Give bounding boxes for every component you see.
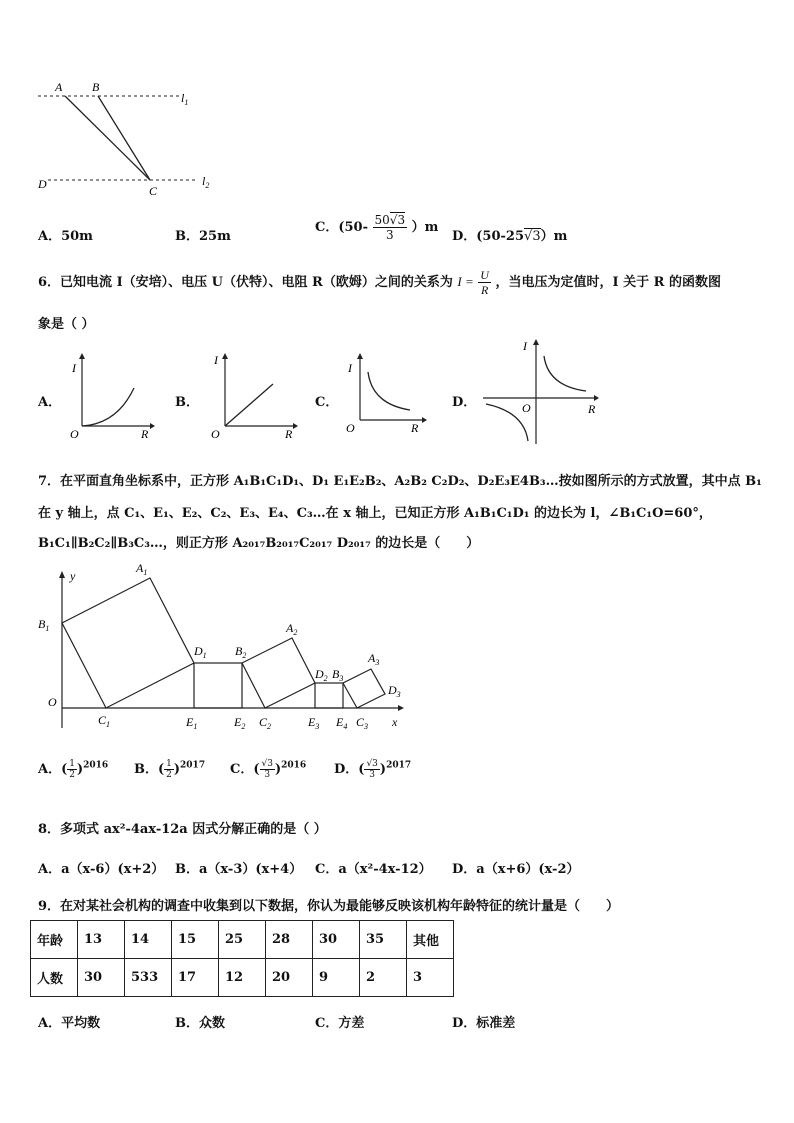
svg-text:O: O [346,421,355,435]
q5-c-rad: 3 [397,213,406,227]
q7-figure [30,560,420,740]
q8-option-a[interactable]: A．a（x-6）(x+2） [38,862,165,877]
q6-graph-d[interactable] [478,336,603,448]
q6-formula-lhs: I = [457,274,474,289]
q9-stem: 9．在对某社会机构的调查中收集到以下数据，你认为最能够反映该机构年龄特征的统计量是（ ） [38,899,620,914]
segment-bc [98,96,150,180]
q7-line3: B₁C₁∥B₂C₂∥B₃C₃…，则正方形 A₂₀₁₇B₂₀₁₇C₂₀₁₇ D₂₀₁₇ 的边长是（ ） [38,536,480,551]
q5-c-prefix: C．(50- [315,220,368,235]
q7-line2: 在 y 轴上，点 C₁、E₁、E₂、C₂、E₃、E₄、C₃…在 x 轴上，已知正方形 A₁B₁C₁D₁ 的边长为 l，∠B₁C₁O=60°， [38,506,712,521]
table-cell: 年龄 [31,921,78,959]
square-2 [242,638,315,708]
table-cell: 533 [125,959,172,997]
table-cell: 17 [172,959,219,997]
svg-text:O: O [211,427,220,441]
label-d: D [38,177,47,191]
table-row [31,959,454,997]
svg-text:A1: $A_1$ [136,561,148,577]
label-c: C [149,184,158,198]
svg-text:O: O [522,401,531,415]
q6-graph-a[interactable] [62,350,157,442]
table-cell: 人数 [31,959,78,997]
table-cell: 2 [360,959,407,997]
q6-formula-fraction [478,268,491,297]
q8-option-d[interactable]: D．a（x+6）(x-2） [452,862,580,877]
svg-text:B1: $B_1$ [38,617,50,633]
table-cell: 30 [313,921,360,959]
q7-option-b[interactable]: B．( $\frac{1}{2}$ )$^{2017}$ [134,759,206,780]
svg-text:D3: $D_3$ [388,683,401,699]
table-cell: 12 [219,959,266,997]
svg-text:R: R [141,427,149,441]
svg-text:I: I [214,353,218,367]
q6-formula-num: U [480,268,489,282]
svg-text:R: R [285,427,293,441]
q5-c-num: 50 [374,213,390,227]
q9-option-d[interactable]: D．标准差 [452,1016,516,1031]
svg-text:I: I [523,339,527,353]
q6-line2: 象是（ ） [38,317,95,332]
q5-option-a[interactable]: A．50m [38,229,93,244]
table-cell: 30 [78,959,125,997]
table-cell: 15 [172,921,219,959]
table-cell: 其他 [407,921,454,959]
square-3 [343,669,385,708]
q6-option-d[interactable]: D． [452,395,477,410]
q7-option-d[interactable]: D．( $\frac{√3}{3}$ )$^{2017}$ [334,759,412,780]
table-cell: 14 [125,921,172,959]
q6-option-b[interactable]: B． [175,395,199,410]
table-cell: 20 [266,959,313,997]
label-l1: $l_1$ [181,91,189,107]
q5-option-d[interactable]: D．(50-25√3）m [452,229,568,244]
q8-option-c[interactable]: C．a（x²-4x-12） [315,862,432,877]
q6-graph-c[interactable] [340,350,430,438]
label-b: B [92,80,100,94]
svg-text:I: I [72,361,76,375]
q7-option-a[interactable]: A．( $\frac{1}{2}$ )$^{2016}$ [38,759,109,780]
svg-text:C3: $C_3$ [356,715,369,731]
q6-graph-b[interactable] [205,350,300,442]
label-a: A [55,80,63,94]
svg-text:O: O [48,695,57,709]
q5-d-suffix: ）m [540,229,568,244]
q9-option-b[interactable]: B．众数 [175,1016,225,1031]
svg-text:B2: $B_2$ [235,644,247,660]
q5-figure [30,75,230,200]
svg-text:x: x [392,715,398,729]
svg-text:B3: $B_3$ [332,667,344,683]
svg-text:D2: $D_2$ [315,667,328,683]
table-cell: 9 [313,959,360,997]
q6-line1-post: ，当电压为定值时，I 关于 R 的函数图 [495,275,721,290]
svg-text:C2: $C_2$ [259,715,272,731]
svg-text:y: y [70,569,76,583]
q6-option-a[interactable]: A． [38,395,62,410]
q6-line1 [38,268,721,297]
svg-text:E4: $E_4$ [336,715,348,731]
svg-text:C1: $C_1$ [98,713,111,729]
svg-text:A2: $A_2$ [286,621,298,637]
q9-option-c[interactable]: C．方差 [315,1016,365,1031]
svg-text:R: R [588,402,596,416]
q9-table [30,920,454,997]
svg-text:E3: $E_3$ [308,715,320,731]
q8-stem: 8．多项式 ax²-4ax-12a 因式分解正确的是（ ） [38,822,327,837]
square-e3e4 [315,683,343,708]
svg-text:E1: $E_1$ [186,715,198,731]
svg-text:A3: $A_3$ [368,651,380,667]
q6-line1-pre: 6．已知电流 I（安培）、电压 U（伏特）、电阻 R（欧姆）之间的关系为 [38,275,453,290]
q6-formula-den: R [480,283,489,297]
q5-d-rad: 3 [532,229,541,244]
table-cell: 35 [360,921,407,959]
q5-c-fraction: $\frac{50√3}{3}$ [374,213,406,242]
table-cell: 3 [407,959,454,997]
q5-d-prefix: D．(50-25 [452,229,525,244]
q7-option-c[interactable]: C．( $\frac{√3}{3}$ )$^{2016}$ [230,759,307,780]
table-cell: 25 [219,921,266,959]
q5-c-den: 3 [385,228,394,242]
q9-option-a[interactable]: A．平均数 [38,1016,101,1031]
q8-option-b[interactable]: B．a（x-3）(x+4） [175,862,303,877]
table-cell: 13 [78,921,125,959]
q5-option-c[interactable] [315,213,438,242]
svg-text:E2: $E_2$ [234,715,246,731]
square-1 [62,578,194,708]
segment-ac [65,96,150,180]
label-l2: $l_2$ [202,174,210,190]
table-row [31,921,454,959]
svg-text:O: O [70,427,79,441]
q7-line1: 7．在平面直角坐标系中，正方形 A₁B₁C₁D₁、D₁ E₁E₂B₂、A₂B₂ C₂D₂、D₂E₃E4B₃…按如图所示的方式放置，其中点 B₁ [38,474,762,489]
square-e1e2 [194,663,242,708]
q6-option-c[interactable]: C． [315,395,339,410]
svg-text:I: I [348,361,352,375]
q5-option-b[interactable]: B．25m [175,229,231,244]
svg-text:D1: $D_1$ [194,644,207,660]
svg-text:R: R [411,421,419,435]
q5-c-suffix: ）m [411,220,439,235]
table-cell: 28 [266,921,313,959]
